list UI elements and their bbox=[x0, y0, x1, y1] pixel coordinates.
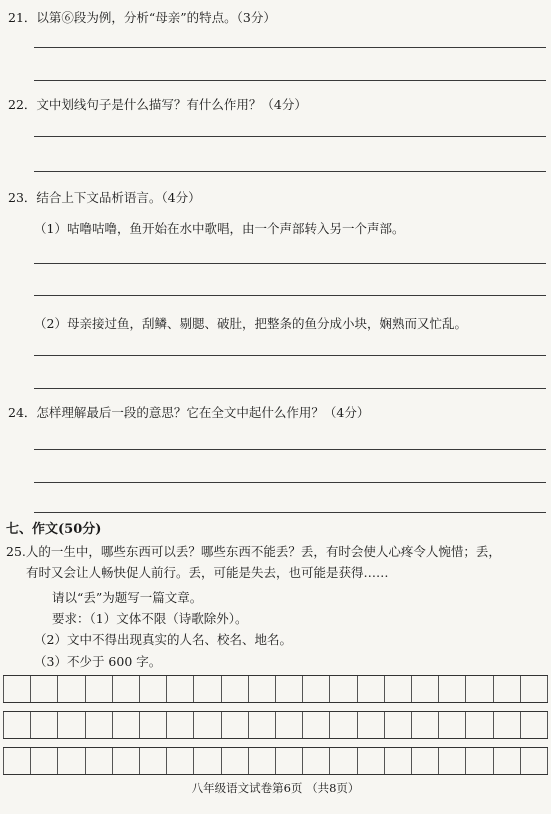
grid-cell[interactable] bbox=[329, 748, 356, 774]
grid-cell[interactable] bbox=[384, 676, 411, 702]
grid-cell[interactable] bbox=[493, 676, 520, 702]
grid-cell[interactable] bbox=[357, 748, 384, 774]
grid-cell[interactable] bbox=[57, 748, 84, 774]
answer-line[interactable] bbox=[34, 295, 546, 296]
grid-cell[interactable] bbox=[85, 712, 112, 738]
answer-line[interactable] bbox=[34, 171, 546, 172]
essay-prompt-line-2: 有时又会让人畅快促人前行。丢，可能是失去，也可能是获得…… bbox=[26, 565, 389, 580]
question-23-sub-2: （2）母亲接过鱼，刮鳞、剔腮、破肚，把整条的鱼分成小块，娴熟而又忙乱。 bbox=[34, 316, 467, 331]
grid-cell[interactable] bbox=[139, 712, 166, 738]
answer-line[interactable] bbox=[34, 136, 546, 137]
grid-cell[interactable] bbox=[112, 748, 139, 774]
grid-cell[interactable] bbox=[139, 748, 166, 774]
grid-cell[interactable] bbox=[193, 712, 220, 738]
grid-cell[interactable] bbox=[438, 676, 465, 702]
grid-cell[interactable] bbox=[248, 676, 275, 702]
grid-cell[interactable] bbox=[57, 712, 84, 738]
grid-cell[interactable] bbox=[166, 712, 193, 738]
answer-line[interactable] bbox=[34, 355, 546, 356]
grid-cell[interactable] bbox=[3, 748, 30, 774]
grid-cell[interactable] bbox=[166, 676, 193, 702]
grid-cell[interactable] bbox=[221, 712, 248, 738]
grid-cell[interactable] bbox=[166, 748, 193, 774]
answer-line[interactable] bbox=[34, 263, 546, 264]
answer-line[interactable] bbox=[34, 449, 546, 450]
grid-cell[interactable] bbox=[520, 676, 548, 702]
question-23: 23．结合上下文品析语言。（4分） bbox=[8, 190, 201, 205]
grid-cell[interactable] bbox=[193, 676, 220, 702]
grid-cell[interactable] bbox=[384, 712, 411, 738]
grid-cell[interactable] bbox=[3, 712, 30, 738]
grid-cell[interactable] bbox=[493, 748, 520, 774]
essay-requirement-1: 要求：（1）文体不限（诗歌除外）。 bbox=[52, 611, 248, 626]
essay-topic: 请以“丢”为题写一篇文章。 bbox=[52, 590, 203, 605]
question-23-sub-1: （1）咕噜咕噜，鱼开始在水中歌唱，由一个声部转入另一个声部。 bbox=[34, 221, 405, 236]
grid-cell[interactable] bbox=[384, 748, 411, 774]
section-title: 七、作文(50分) bbox=[6, 522, 102, 537]
grid-cell[interactable] bbox=[3, 676, 30, 702]
answer-line[interactable] bbox=[34, 482, 546, 483]
grid-cell[interactable] bbox=[465, 712, 492, 738]
grid-cell[interactable] bbox=[329, 712, 356, 738]
grid-cell[interactable] bbox=[112, 676, 139, 702]
answer-line[interactable] bbox=[34, 80, 546, 81]
essay-requirement-3: （3）不少于 600 字。 bbox=[34, 654, 162, 669]
grid-cell[interactable] bbox=[302, 748, 329, 774]
answer-line[interactable] bbox=[34, 512, 546, 513]
grid-cell[interactable] bbox=[221, 676, 248, 702]
grid-cell[interactable] bbox=[221, 748, 248, 774]
grid-cell[interactable] bbox=[411, 748, 438, 774]
answer-line[interactable] bbox=[34, 388, 546, 389]
grid-cell[interactable] bbox=[112, 712, 139, 738]
grid-cell[interactable] bbox=[302, 712, 329, 738]
question-22: 22．文中划线句子是什么描写？有什么作用？（4分） bbox=[8, 97, 307, 112]
essay-prompt-line-1: 25.人的一生中，哪些东西可以丢？哪些东西不能丢？丢，有时会使人心疼令人惋惜；丢， bbox=[6, 544, 501, 559]
grid-cell[interactable] bbox=[411, 676, 438, 702]
grid-cell[interactable] bbox=[30, 676, 57, 702]
grid-cell[interactable] bbox=[85, 748, 112, 774]
grid-cell[interactable] bbox=[248, 712, 275, 738]
grid-row[interactable] bbox=[3, 675, 548, 703]
grid-cell[interactable] bbox=[248, 748, 275, 774]
grid-cell[interactable] bbox=[357, 712, 384, 738]
question-21: 21．以第⑥段为例，分析“母亲”的特点。（3分） bbox=[8, 10, 276, 25]
grid-cell[interactable] bbox=[329, 676, 356, 702]
grid-cell[interactable] bbox=[30, 748, 57, 774]
grid-cell[interactable] bbox=[465, 676, 492, 702]
grid-cell[interactable] bbox=[438, 712, 465, 738]
grid-cell[interactable] bbox=[411, 712, 438, 738]
grid-row[interactable] bbox=[3, 711, 548, 739]
grid-cell[interactable] bbox=[30, 712, 57, 738]
grid-cell[interactable] bbox=[275, 748, 302, 774]
essay-requirement-2: （2）文中不得出现真实的人名、校名、地名。 bbox=[34, 632, 292, 647]
grid-cell[interactable] bbox=[193, 748, 220, 774]
grid-cell[interactable] bbox=[275, 676, 302, 702]
grid-cell[interactable] bbox=[520, 712, 548, 738]
grid-cell[interactable] bbox=[302, 676, 329, 702]
grid-cell[interactable] bbox=[493, 712, 520, 738]
grid-cell[interactable] bbox=[520, 748, 548, 774]
answer-line[interactable] bbox=[34, 47, 546, 48]
grid-cell[interactable] bbox=[357, 676, 384, 702]
grid-row[interactable] bbox=[3, 747, 548, 775]
grid-cell[interactable] bbox=[139, 676, 166, 702]
question-24: 24．怎样理解最后一段的意思？它在全文中起什么作用？（4分） bbox=[8, 405, 370, 420]
grid-cell[interactable] bbox=[57, 676, 84, 702]
grid-cell[interactable] bbox=[85, 676, 112, 702]
grid-cell[interactable] bbox=[275, 712, 302, 738]
page-footer: 八年级语文试卷第6页 （共8页） bbox=[191, 781, 360, 795]
grid-cell[interactable] bbox=[465, 748, 492, 774]
grid-cell[interactable] bbox=[438, 748, 465, 774]
